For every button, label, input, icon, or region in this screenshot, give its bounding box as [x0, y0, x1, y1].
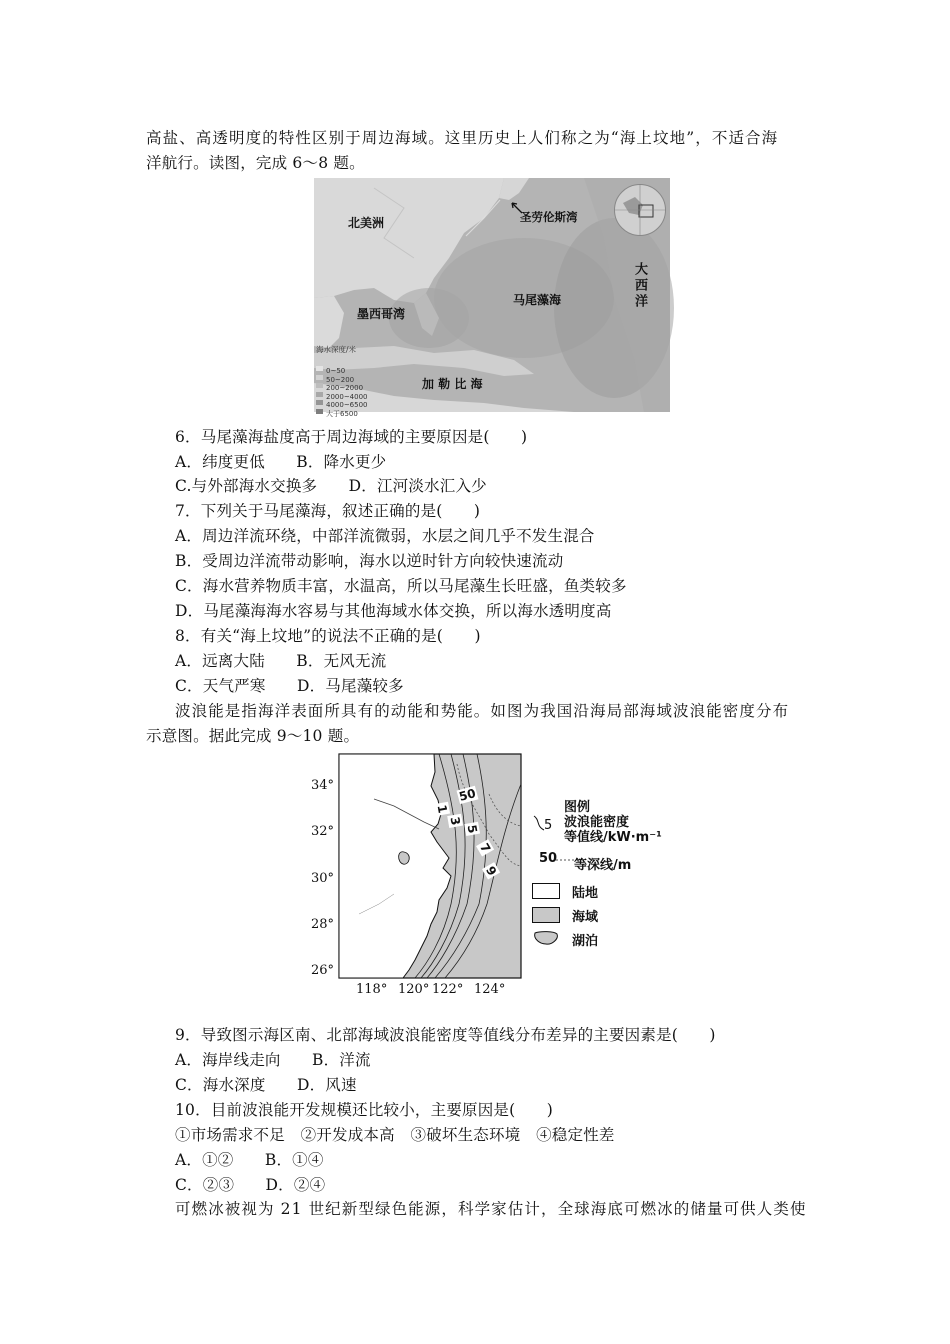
q10-stem: 10．目前波浪能开发规模还比较小，主要原因是( ) [175, 1101, 554, 1119]
sargasso-sea-map [314, 178, 670, 418]
lat-label-28: 28° [311, 917, 335, 932]
wave-map-frame [339, 754, 539, 986]
q9-stem: 9．导致图示海区南、北部海域波浪能密度等值线分布差异的主要因素是( ) [175, 1026, 716, 1044]
label-north-america: 北美洲 [348, 216, 385, 230]
legend-land-text: 陆地 [572, 886, 599, 901]
contour-label-1: 1 [434, 803, 450, 815]
lon-label-122: 122° [432, 982, 464, 997]
wave-intro-line-1: 波浪能是指海洋表面所具有的动能和势能。如图为我国沿海局部海域波浪能密度分布 [175, 702, 790, 720]
intro-line-2: 洋航行。读图，完成 6～8 题。 [146, 154, 365, 172]
q8-options-ab: A．远离大陆 B．无风无流 [175, 652, 387, 670]
depth-legend-item [316, 392, 368, 410]
contour-label-7: 7 [477, 840, 494, 856]
legend-density-value: 5 [544, 818, 553, 833]
lat-label-26: 26° [311, 963, 335, 978]
depth-legend [316, 345, 376, 418]
legend-depth-value: 50 [539, 851, 558, 866]
legend-sea-text: 海域 [572, 910, 599, 925]
depth-legend-label: 0~50 [326, 367, 346, 375]
legend-density-text-2: 等值线/kW·m⁻¹ [564, 830, 662, 845]
legend-depth-text: 等深线/m [574, 858, 632, 873]
q8-stem: 8．有关“海上坟地”的说法不正确的是( ) [175, 627, 481, 645]
lake-symbol-icon [532, 929, 560, 947]
lon-label-118: 118° [356, 982, 388, 997]
q10-items: ①市场需求不足 ②开发成本高 ③破坏生态环境 ④稳定性差 [175, 1126, 615, 1144]
q7-option-a: A．周边洋流环绕，中部洋流微弱，水层之间几乎不发生混合 [175, 527, 595, 545]
lat-label-30: 30° [311, 871, 335, 886]
q6-stem: 6．马尾藻海盐度高于周边海域的主要原因是( ) [175, 428, 528, 446]
q7-stem: 7．下列关于马尾藻海，叙述正确的是( ) [175, 502, 481, 520]
lat-label-32: 32° [311, 824, 335, 839]
depth-legend-item [316, 401, 368, 418]
depth-legend-item [316, 384, 368, 401]
q7-option-d: D．马尾藻海海水容易与其他海域水体交换，所以海水透明度高 [175, 602, 612, 620]
q10-options-cd: C．②③ D．②④ [175, 1176, 326, 1194]
wave-intro-line-2: 示意图。据此完成 9～10 题。 [146, 727, 360, 745]
q6-options-ab: A．纬度更低 B．降水更少 [175, 453, 387, 471]
contour-label-9: 9 [483, 863, 500, 879]
label-gulf-of-mexico: 墨西哥湾 [357, 307, 406, 321]
legend-sea-swatch [532, 907, 560, 923]
lon-label-124: 124° [474, 982, 506, 997]
legend-title: 图例 [564, 800, 591, 815]
legend-land-swatch [532, 883, 560, 899]
globe-icon [615, 185, 665, 235]
depth-legend-label: 4000~6500 [326, 401, 368, 410]
label-saint-lawrence: 圣劳伦斯湾 [520, 210, 578, 224]
wave-energy-map [310, 752, 670, 1002]
q6-options-cd: C.与外部海水交换多 D．江河淡水汇入少 [175, 477, 487, 495]
intro-line-1: 高盐、高透明度的特性区别于周边海域。这里历史上人们称之为“海上坟地”，不适合海 [146, 129, 779, 147]
depth-legend-item [316, 358, 368, 375]
globe-inset [614, 184, 666, 236]
q7-option-c: C．海水营养物质丰富，水温高，所以马尾藻生长旺盛，鱼类较多 [175, 577, 627, 595]
lat-label-34: 34° [311, 778, 335, 793]
label-atlantic: 大西洋 [632, 262, 647, 310]
contour-label-3: 3 [447, 815, 463, 827]
depth-legend-label: 大于6500 [326, 409, 358, 418]
q8-options-cd: C．天气严寒 D．马尾藻较多 [175, 677, 404, 695]
wave-map-legend [532, 796, 670, 949]
contour-label-5: 5 [464, 823, 480, 835]
depth-legend-swatch [316, 409, 323, 414]
q9-options-ab: A．海岸线走向 B．洋流 [175, 1051, 371, 1069]
tail-paragraph: 可燃冰被视为 21 世纪新型绿色能源，科学家估计，全球海底可燃冰的储量可供人类使 [175, 1200, 807, 1218]
q7-option-b: B．受周边洋流带动影响，海水以逆时针方向较快速流动 [175, 552, 564, 570]
depth-contour-label-50: 50 [457, 786, 478, 804]
depth-legend-item [316, 375, 368, 393]
label-sargasso-sea: 马尾藻海 [513, 293, 562, 307]
label-caribbean: 加 勒 比 海 [422, 377, 483, 391]
depth-legend-item [316, 367, 368, 384]
depth-legend-label: 50~200 [326, 375, 355, 384]
lon-label-120: 120° [398, 982, 430, 997]
depth-legend-title: 海水深度/米 [316, 345, 357, 354]
depth-legend-label: 200~2000 [326, 384, 364, 393]
q9-options-cd: C．海水深度 D．风速 [175, 1076, 357, 1094]
legend-lake-text: 湖泊 [572, 934, 599, 949]
legend-density-text-1: 波浪能密度 [564, 815, 630, 830]
q10-options-ab: A．①② B．①④ [175, 1151, 324, 1169]
depth-contour-symbol [556, 855, 574, 865]
depth-legend-label: 2000~4000 [326, 392, 368, 401]
